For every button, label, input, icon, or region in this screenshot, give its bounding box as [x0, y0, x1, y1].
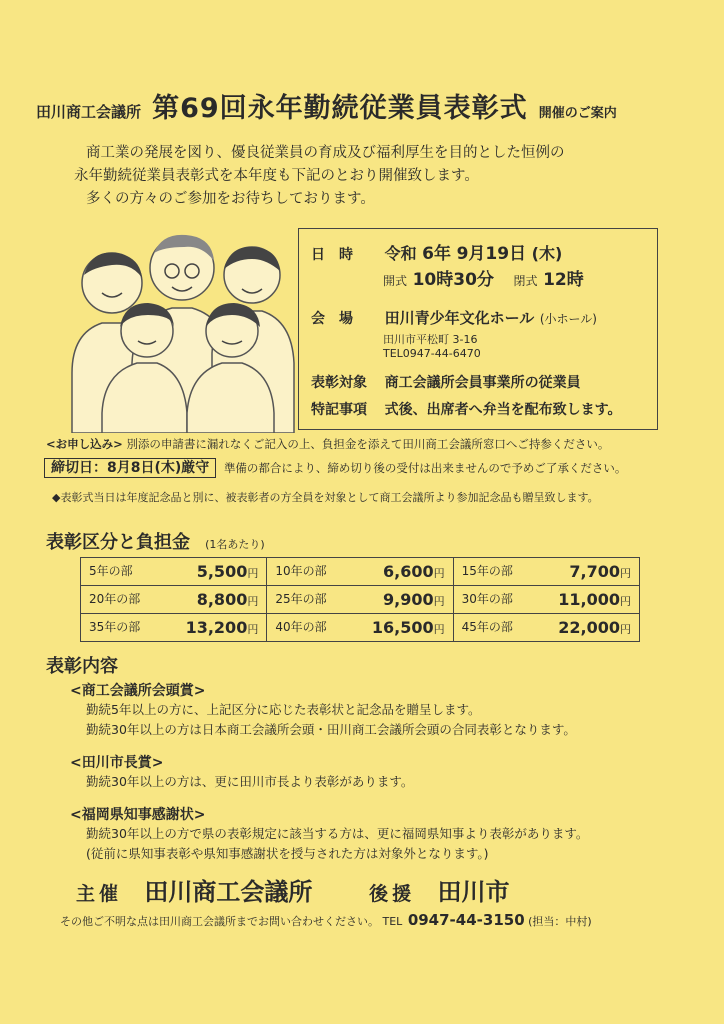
- date-month-day: 9月19日: [456, 244, 527, 264]
- fee-amount-value: 8,800: [196, 590, 248, 609]
- fee-yen-unit: 円: [247, 567, 259, 580]
- fee-cell: [81, 586, 267, 614]
- venue-address: 田川市平松町 3-16: [383, 333, 478, 346]
- fee-amount: [569, 562, 631, 581]
- fee-yen-unit: 円: [620, 567, 631, 580]
- fee-cell: [81, 558, 267, 586]
- fee-row: [81, 558, 640, 586]
- fee-yen-unit: 円: [247, 623, 259, 636]
- fee-yen-unit: 円: [620, 623, 631, 636]
- support-label: 後援: [369, 883, 416, 905]
- contact-tel: 0947-44-3150: [407, 911, 525, 929]
- fee-yen-unit: 円: [433, 567, 445, 580]
- fee-row: [81, 614, 640, 642]
- employees-drawing: [62, 223, 298, 433]
- special-row: [311, 399, 621, 419]
- fee-cell: [267, 614, 453, 642]
- venue-note: (小ホール): [539, 312, 597, 326]
- contact-text: その他ご不明な点は田川商工会議所までお問い合わせください。: [60, 915, 379, 928]
- header-org: 田川商工会議所: [36, 103, 142, 121]
- award-line: 勤続30年以上の方は、更に田川市長より表彰があります。: [86, 774, 414, 789]
- award-heading: <商工会議所会頭賞>: [70, 683, 206, 699]
- fee-years: 10年の部: [275, 564, 327, 578]
- application-text: 別添の申請書に漏れなくご記入の上、負担金を添えて田川商工会議所窓口へご持参ください。: [126, 437, 610, 451]
- awards-title: 表彰内容: [46, 656, 118, 677]
- date-weekday: (木): [531, 244, 563, 263]
- host-name: 田川商工会議所: [144, 878, 313, 906]
- fee-cell: [267, 558, 453, 586]
- fee-amount-value: 16,500: [371, 618, 434, 637]
- header-subtitle: 開催のご案内: [538, 106, 617, 121]
- group-of-employees-illustration: [62, 223, 298, 433]
- fee-cell: [267, 586, 453, 614]
- fee-yen-unit: 円: [620, 595, 631, 608]
- open-time: 10時30分: [412, 270, 494, 290]
- close-time: 12時: [543, 270, 584, 290]
- time-row: [383, 265, 584, 290]
- deadline-note: 準備の都合により、締め切り後の受付は出来ませんので予めご了承ください。: [223, 461, 627, 475]
- fee-row: [81, 586, 640, 614]
- date-row: [311, 239, 562, 264]
- target-label: 表彰対象: [311, 375, 367, 391]
- venue-row: [311, 307, 597, 328]
- fee-amount: [383, 590, 445, 609]
- special-value: 式後、出席者へ弁当を配布致します。: [384, 402, 622, 418]
- fee-yen-unit: 円: [433, 623, 445, 636]
- close-label: 閉式: [513, 274, 538, 288]
- fee-years: 30年の部: [461, 592, 513, 606]
- fee-amount-value: 11,000: [558, 590, 620, 609]
- fee-years: 15年の部: [461, 564, 513, 578]
- venue-name: 田川青少年文化ホール: [384, 309, 535, 327]
- award-heading: <田川市長賞>: [70, 755, 164, 771]
- host-line: [76, 872, 509, 907]
- fee-cell: [453, 614, 639, 642]
- fee-years: 40年の部: [275, 620, 327, 634]
- contact-line: [60, 911, 592, 929]
- date-label: 日 時: [311, 247, 353, 263]
- fee-amount-value: 22,000: [558, 618, 620, 637]
- date-era: 令和: [384, 244, 417, 263]
- fee-cell: [453, 586, 639, 614]
- fee-cell: [453, 558, 639, 586]
- intro-line-3: 多くの方々のご参加をお待ちしております。: [86, 191, 375, 207]
- event-info-box: [298, 228, 658, 430]
- fee-amount: [383, 562, 445, 581]
- award-chamber: [70, 680, 576, 740]
- fee-years: 5年の部: [89, 564, 133, 578]
- award-line: 勤続5年以上の方に、上記区分に応じた表彰状と記念品を贈呈します。: [86, 702, 481, 717]
- page-header: [36, 86, 716, 125]
- fee-table: [80, 557, 640, 642]
- target-row: [311, 372, 581, 392]
- deadline-badge: 締切日：8月8日(木)厳守: [44, 458, 216, 478]
- fee-yen-unit: 円: [247, 595, 259, 608]
- intro-line-1: 商工業の発展を図り、優良従業員の育成及び福利厚生を目的とした恒例の: [86, 145, 565, 161]
- fee-amount-value: 6,600: [383, 562, 434, 581]
- deadline-row: [44, 457, 626, 477]
- award-line: 勤続30年以上の方は日本商工会議所会頭・田川商工会議所会頭の合同表彰となります。: [86, 722, 576, 737]
- fee-years: 35年の部: [89, 620, 141, 634]
- support-name: 田川市: [437, 878, 510, 906]
- page-title: 第69回永年勤続従業員表彰式: [152, 93, 528, 124]
- contact-person: (担当：中村): [528, 915, 592, 928]
- award-line: (従前に県知事表彰や県知事感謝状を授与された方は対象外となります。): [86, 846, 489, 861]
- fee-amount: [197, 562, 259, 581]
- fee-table-body: [81, 558, 640, 642]
- application-label: <お申し込み>: [46, 437, 123, 451]
- intro-text: [74, 142, 694, 211]
- fees-title: 表彰区分と負担金: [46, 532, 190, 553]
- host-label: 主催: [76, 883, 123, 905]
- venue-label: 会 場: [311, 311, 353, 327]
- award-mayor: [70, 752, 413, 792]
- venue-tel: TEL0947-44-6470: [383, 347, 481, 360]
- fee-amount: [186, 618, 259, 637]
- award-heading: <福岡県知事感謝状>: [70, 807, 206, 823]
- fee-amount: [558, 590, 631, 609]
- intro-line-2: 永年勤続従業員表彰式を本年度も下記のとおり開催致します。: [74, 168, 479, 184]
- contact-tel-label: TEL: [382, 915, 403, 928]
- fee-amount: [197, 590, 259, 609]
- fee-yen-unit: 円: [433, 595, 445, 608]
- award-governor: [70, 804, 588, 864]
- fee-years: 25年の部: [275, 592, 327, 606]
- fee-years: 45年の部: [461, 620, 513, 634]
- fee-years: 20年の部: [89, 592, 141, 606]
- fee-amount-value: 5,500: [196, 562, 248, 581]
- fee-cell: [81, 614, 267, 642]
- fee-amount: [372, 618, 445, 637]
- application-info: [46, 436, 609, 452]
- fees-note: (1名あたり): [205, 538, 265, 551]
- date-year: 6年: [422, 244, 452, 264]
- fee-amount-value: 7,700: [569, 562, 620, 581]
- fee-amount: [558, 618, 631, 637]
- fee-amount-value: 9,900: [383, 590, 434, 609]
- gift-note: ◆表彰式当日は年度記念品と別に、被表彰者の方全員を対象として商工会議所より参加記念品も贈呈致します。: [52, 491, 599, 504]
- fee-amount-value: 13,200: [185, 618, 248, 637]
- target-value: 商工会議所会員事業所の従業員: [384, 375, 581, 391]
- special-label: 特記事項: [311, 402, 367, 418]
- open-label: 開式: [383, 274, 408, 288]
- award-line: 勤続30年以上の方で県の表彰規定に該当する方は、更に福岡県知事より表彰があります。: [86, 826, 589, 841]
- fees-heading: [46, 528, 265, 554]
